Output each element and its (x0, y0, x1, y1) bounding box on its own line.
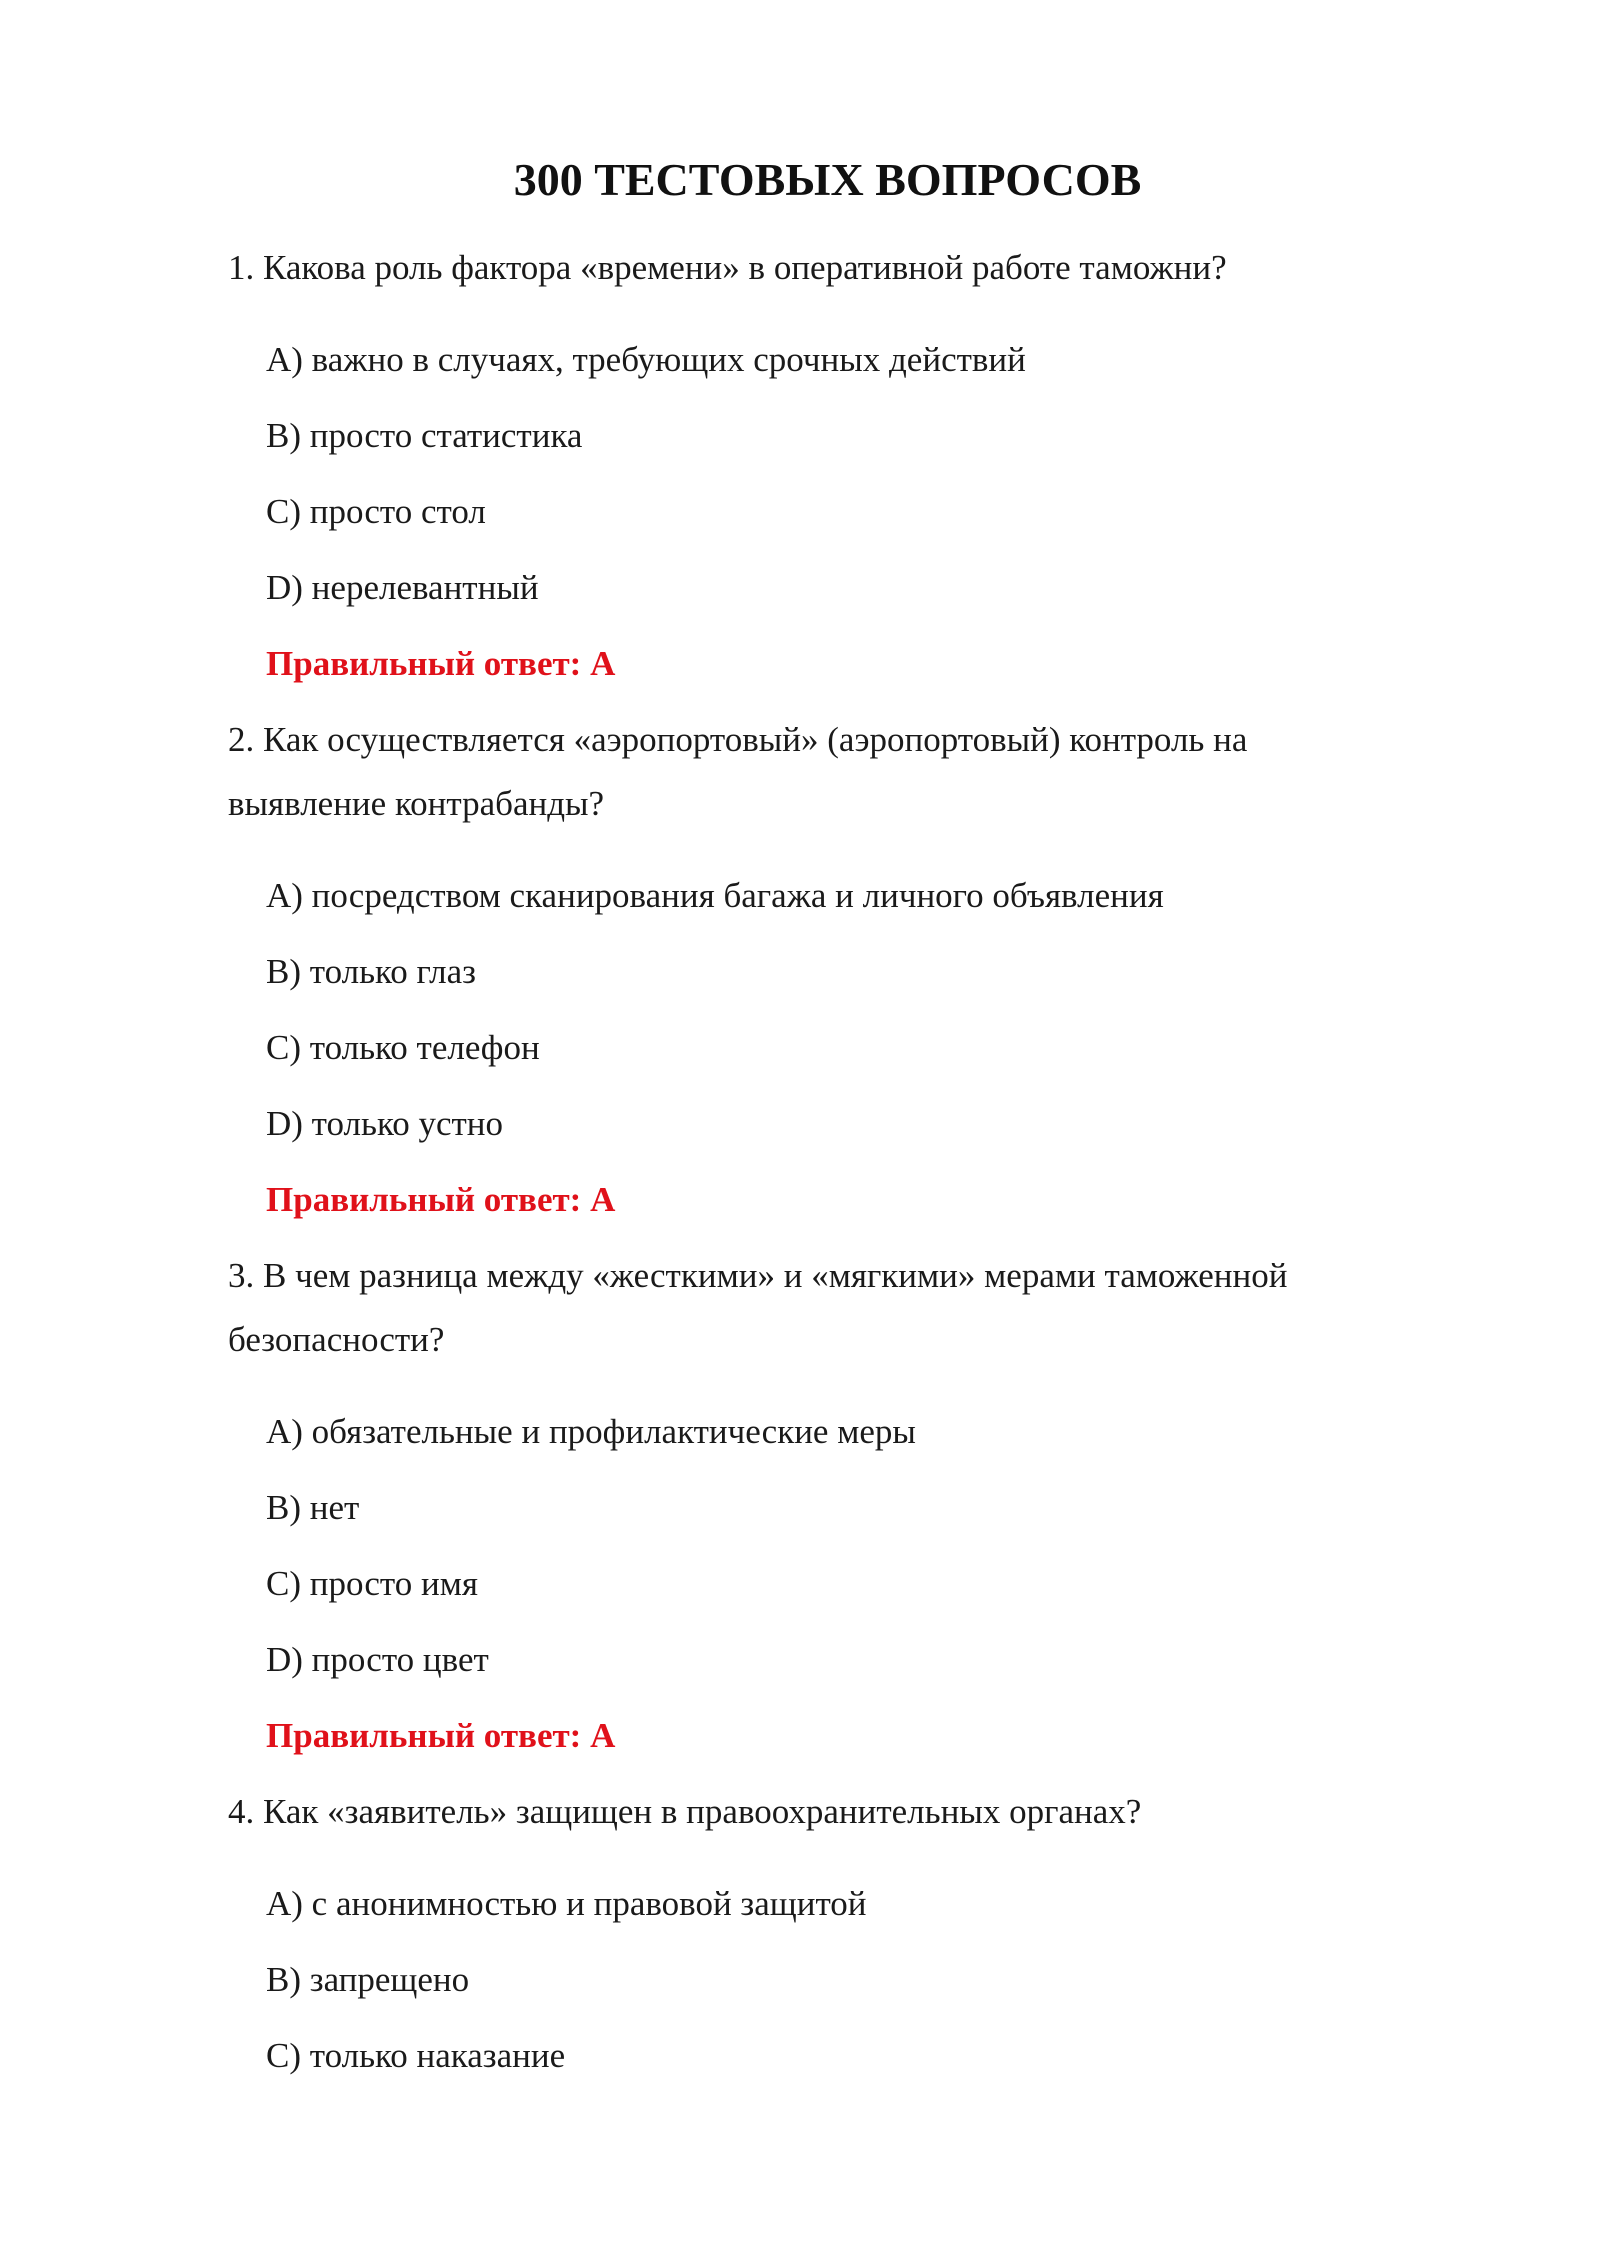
option-b: B) просто статистика (266, 416, 583, 455)
option-d: D) только устно (266, 1104, 504, 1143)
option-list (228, 1872, 1398, 2100)
question-text: 3. В чем разница между «жесткими» и «мягкими» мерами таможенной безопасности? (228, 1256, 1288, 1359)
question-block-4 (228, 1780, 1398, 2100)
option-a: A) посредством сканирования багажа и личного объявления (266, 876, 1164, 915)
question-block-1 (228, 236, 1398, 708)
correct-answer: Правильный ответ: A (266, 1180, 616, 1219)
question-block-3 (228, 1244, 1398, 1780)
option-c: C) только наказание (266, 2036, 566, 2075)
question-text: 2. Как осуществляется «аэропортовый» (аэропортовый) контроль на выявление контрабанды? (228, 720, 1248, 823)
correct-answer: Правильный ответ: A (266, 1716, 616, 1755)
option-d: D) нерелевантный (266, 568, 539, 607)
option-c: C) просто стол (266, 492, 486, 531)
option-list (228, 1400, 1398, 1704)
option-a: A) обязательные и профилактические меры (266, 1412, 916, 1451)
option-d: D) просто цвет (266, 1640, 489, 1679)
question-text: 1. Какова роль фактора «времени» в оперативной работе таможни? (228, 248, 1227, 287)
option-list (228, 864, 1398, 1168)
option-b: B) только глаз (266, 952, 476, 991)
option-a: A) с анонимностью и правовой защитой (266, 1884, 867, 1923)
option-a: A) важно в случаях, требующих срочных действий (266, 340, 1026, 379)
option-b: B) нет (266, 1488, 360, 1527)
document-title: 300 ТЕСТОВЫХ ВОПРОСОВ (513, 154, 1142, 205)
correct-answer: Правильный ответ: A (266, 644, 616, 683)
option-b: B) запрещено (266, 1960, 470, 1999)
option-list (228, 328, 1398, 632)
question-text: 4. Как «заявитель» защищен в правоохранительных органах? (228, 1792, 1142, 1831)
question-block-2 (228, 708, 1398, 1244)
option-c: C) только телефон (266, 1028, 540, 1067)
option-c: C) просто имя (266, 1564, 478, 1603)
question-list (228, 236, 1398, 2100)
